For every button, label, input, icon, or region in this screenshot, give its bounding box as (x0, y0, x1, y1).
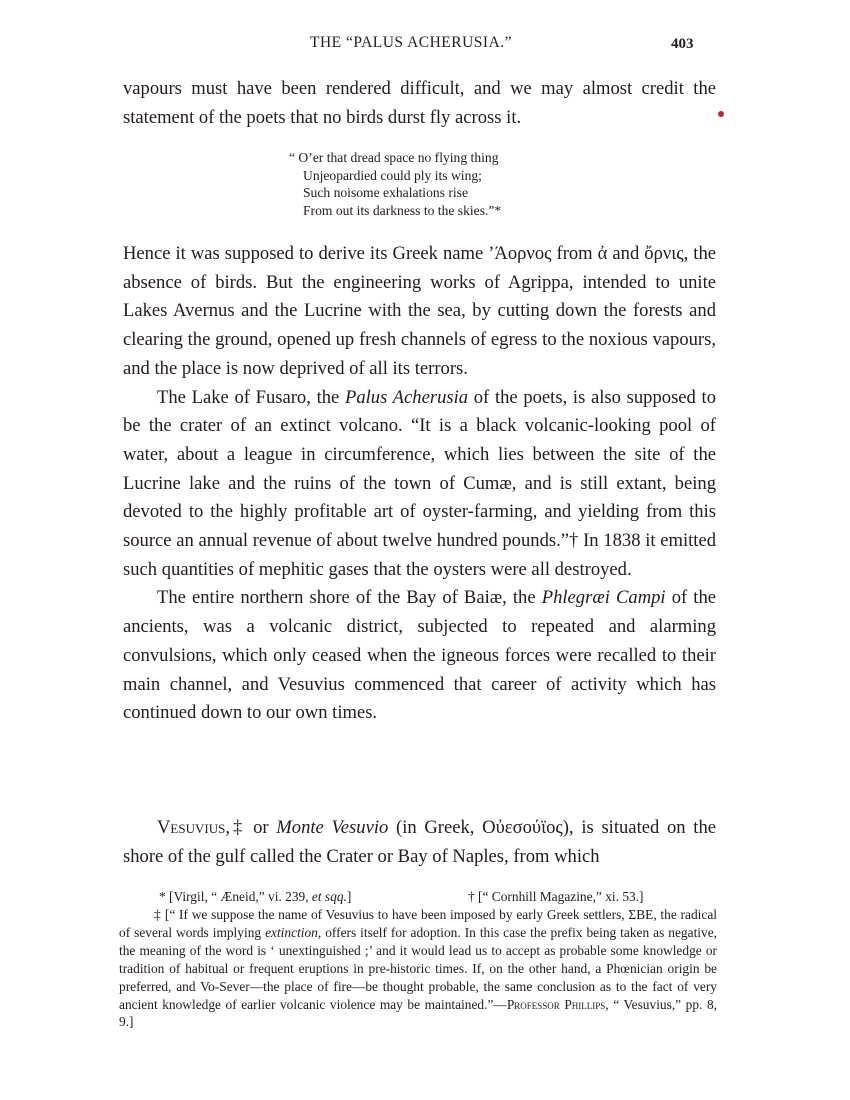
running-head (0, 34, 850, 58)
text-run: (in Greek, Οὐεσούϊος), is situated on the shore of the gulf called the Crater or Bay of Naples, from which (123, 817, 717, 867)
footnotes (119, 888, 717, 1031)
poem-quotation (289, 149, 501, 219)
poem-line: From out its darkness to the skies.”* (303, 202, 502, 218)
poem-line: Unjeopardied could ply its wing; (303, 167, 482, 183)
poem-line: “ O’er that dread space no flying thing (289, 150, 499, 165)
italic-term: extinction (265, 924, 318, 940)
footnote-row (119, 888, 717, 906)
margin-mark (718, 111, 724, 117)
footnote-virgil (159, 888, 351, 906)
text-run: of the poets, is also supposed to be the crater of an extinct volcano. “It is a black volcanic-looking pool of water, about a league in circumference, which lies between the site of the Lucrine lake and the ruins of the town of Cumæ, and is still extant, being devoted to the highly profitable art of oyster-farming, and yielding from this source an annual revenue of about twelve hundred pounds.”† In 1838 it emitted such quantities of mephitic gases that the oysters were all destroyed. (123, 386, 717, 580)
text-run: ‡ [“ If we suppose the name of Vesuvius to have been imposed by early Greek settlers, ΣΒΕ, the radical of several words implying (119, 907, 717, 940)
text-run: The Lake of Fusaro, the (157, 386, 345, 408)
paragraph-continued (123, 75, 716, 132)
footnote-vesuvius (119, 906, 717, 1031)
text-run: , offers itself for adoption. In this case the prefix being taken as negative, the meaning of the word is ‘ unextinguished ;’ and it would lead us to accept as probable some knowledge or tradition of habitual or frequent eruptions in pre-historic times. If, on the other hand, a Phœnician origin be preferred, and Vo-Sever—the place of fire—be thought probable, the same conclusion as to the fact of very ancient knowledge of earlier volcanic violence may be maintained.”— (119, 924, 717, 1012)
paragraph-vesuvius (123, 814, 716, 871)
paragraph-fusaro (123, 384, 716, 585)
text-run: , “ Vesuvius,” pp. 8, 9.] (119, 996, 718, 1030)
text-run: The entire northern shore of the Bay of Baiæ, the (157, 587, 542, 609)
main-text (123, 240, 716, 728)
text-run: of the ancients, was a volcanic district, subjected to repeated and alarming convulsions, which only ceased when the igneous forces were recalled to their main channel, and Vesuvius commenced that career of activity which has continued down to our own times. (123, 587, 716, 724)
paragraph-avernus: Hence it was supposed to derive its Greek name ’Άορνος from ἀ and ὄρνις, the absence of birds. But the engineering works of Agrippa, intended to unite Lakes Avernus and the Lucrine with the sea, by cutting down the forests and clearing the ground, opened up fresh channels of egress to the noxious vapours, and the place is now deprived of all its terrors. (123, 243, 716, 379)
author-name: Professor Phillips (506, 996, 606, 1012)
text-run: * [Virgil, “ Æneid,” vi. 239, (159, 889, 312, 904)
page-number: 403 (671, 36, 694, 52)
italic-term: et sqq. (311, 889, 347, 904)
italic-term: Phlegræi Campi (541, 587, 666, 609)
paragraph-1-text: vapours must have been rendered difficult, and we may almost credit the statement of the poets that no birds durst fly across it. (123, 78, 716, 128)
text-run: ] (346, 889, 352, 904)
footnote-cornhill: † [“ Cornhill Magazine,” xi. 53.] (468, 889, 644, 904)
vesuvius-section (123, 814, 716, 871)
section-heading-word: Vesuvius (157, 817, 226, 838)
running-title: THE “PALUS ACHERUSIA.” (310, 34, 513, 51)
paragraph-baiae (123, 584, 716, 728)
footnote-ref: ,‡ or (225, 817, 277, 838)
italic-term: Palus Acherusia (344, 386, 469, 408)
italic-term: Monte Vesuvio (276, 817, 389, 838)
poem-line: Such noisome exhalations rise (303, 185, 468, 201)
